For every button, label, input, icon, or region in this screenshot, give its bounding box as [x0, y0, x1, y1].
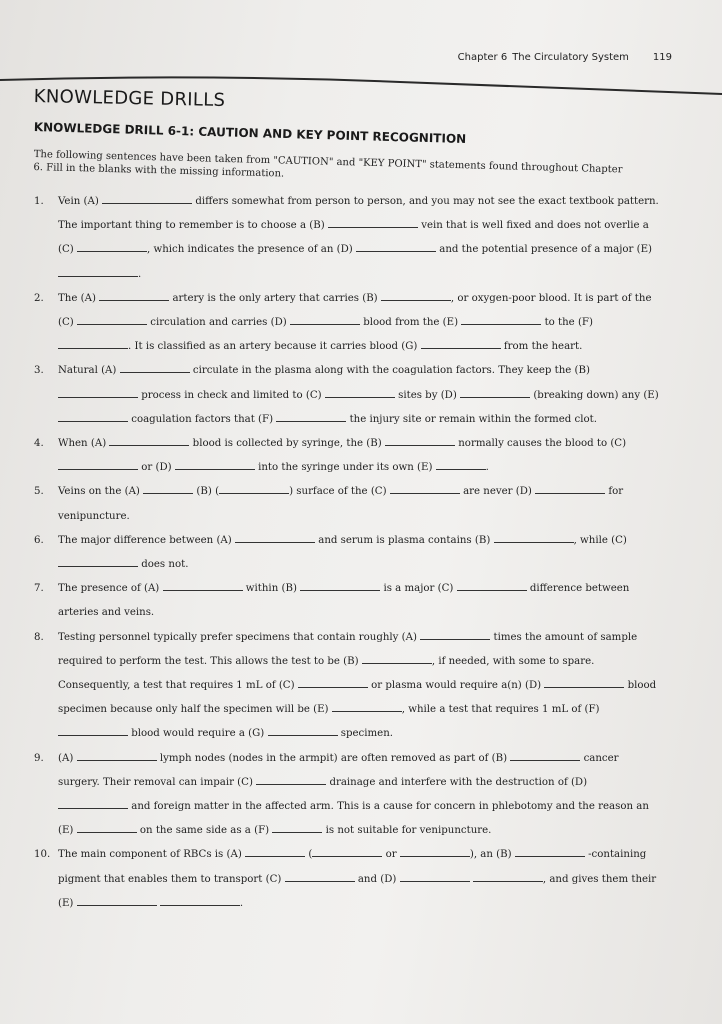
answer-blank[interactable]: [332, 699, 402, 712]
drill-title: KNOWLEDGE DRILL 6-1: CAUTION AND KEY POINT RECOGNITION: [33, 120, 467, 147]
question-1: 1. Vein (A) differs somewhat from person to person, and you may not see the exact textbook pattern. The important thing to remember is to choose a (B) vein that is well fixed and does not overlie a (C) , which indicates the presence of an (D) and the potential presence of a major (E) .: [34, 190, 660, 287]
answer-blank[interactable]: [276, 409, 346, 422]
answer-blank[interactable]: [58, 796, 128, 809]
section-title: KNOWLEDGE DRILLS: [33, 86, 226, 112]
answer-blank[interactable]: [356, 239, 436, 252]
answer-blank[interactable]: [272, 820, 322, 833]
answer-blank[interactable]: [99, 288, 169, 301]
answer-blank[interactable]: [290, 312, 360, 325]
answer-blank[interactable]: [544, 675, 624, 688]
answer-blank[interactable]: [245, 844, 305, 857]
answer-blank[interactable]: [102, 191, 192, 204]
question-5: 5. Veins on the (A) (B) ( ) surface of the (C) are never (D) for venipuncture.: [34, 480, 660, 528]
question-10: 10. The main component of RBCs is (A) ( or ), an (B) -containing pigment that enables them to transport (C) and (D) , and gives them their (E) .: [34, 843, 660, 916]
answer-blank[interactable]: [535, 481, 605, 494]
answer-blank[interactable]: [58, 336, 128, 349]
answer-blank[interactable]: [256, 772, 326, 785]
answer-blank[interactable]: [77, 820, 137, 833]
answer-blank[interactable]: [325, 385, 395, 398]
answer-blank[interactable]: [77, 748, 157, 761]
answer-blank[interactable]: [175, 457, 255, 470]
answer-blank[interactable]: [400, 844, 470, 857]
question-4: 4. When (A) blood is collected by syringe, the (B) normally causes the blood to (C) or (D) into the syringe under its own (E) .: [34, 432, 660, 480]
drill-instructions: The following sentences have been taken from "CAUTION" and "KEY POINT" statements found throughout Chapter 6. Fill in the blanks with the missing information.: [33, 148, 623, 180]
answer-blank[interactable]: [235, 530, 315, 543]
answer-blank[interactable]: [457, 578, 527, 591]
answer-blank[interactable]: [300, 578, 380, 591]
answer-blank[interactable]: [58, 409, 128, 422]
answer-blank[interactable]: [381, 288, 451, 301]
answer-blank[interactable]: [328, 215, 418, 228]
answer-blank[interactable]: [160, 893, 240, 906]
chapter-label: Chapter 6: [457, 52, 508, 63]
answer-blank[interactable]: [268, 723, 338, 736]
answer-blank[interactable]: [58, 457, 138, 470]
question-3: 3. Natural (A) circulate in the plasma along with the coagulation factors. They keep the (B) process in check and limited to (C) sites by (D) (breaking down) any (E) coagulation factors that (F) the injury site or remain within the formed clot.: [34, 359, 660, 432]
answer-blank[interactable]: [109, 433, 189, 446]
answer-blank[interactable]: [312, 844, 382, 857]
question-7: 7. The presence of (A) within (B) is a major (C) difference between arteries and veins.: [34, 577, 660, 625]
answer-blank[interactable]: [421, 336, 501, 349]
question-2: 2. The (A) artery is the only artery that carries (B) , or oxygen-poor blood. It is part of the (C) circulation and carries (D) blood from the (E) to the (F) . It is classified as an artery because it carries blood (G) from the heart.: [34, 287, 660, 360]
page-number: 119: [652, 52, 672, 63]
answer-blank[interactable]: [473, 869, 543, 882]
answer-blank[interactable]: [58, 723, 128, 736]
answer-blank[interactable]: [58, 264, 138, 277]
answer-blank[interactable]: [143, 481, 193, 494]
answer-blank[interactable]: [58, 385, 138, 398]
answer-blank[interactable]: [494, 530, 574, 543]
answer-blank[interactable]: [436, 457, 486, 470]
answer-blank[interactable]: [460, 385, 530, 398]
answer-blank[interactable]: [400, 869, 470, 882]
answer-blank[interactable]: [362, 651, 432, 664]
question-list: [34, 190, 660, 916]
question-6: 6. The major difference between (A) and serum is plasma contains (B) , while (C) does not.: [34, 529, 660, 577]
answer-blank[interactable]: [77, 893, 157, 906]
answer-blank[interactable]: [77, 239, 147, 252]
answer-blank[interactable]: [390, 481, 460, 494]
question-8: 8. Testing personnel typically prefer specimens that contain roughly (A) times the amount of sample required to perform the test. This allows the test to be (B) , if needed, with some to spare. Consequently, a test that requires 1 mL of (C) or plasma would require a(n) (D) blood specimen because only half the specimen will be (E) , while a test that requires 1 mL of (F) blood would require a (G) specimen.: [34, 626, 660, 747]
answer-blank[interactable]: [58, 554, 138, 567]
answer-blank[interactable]: [285, 869, 355, 882]
answer-blank[interactable]: [77, 312, 147, 325]
running-header: [458, 52, 672, 63]
answer-blank[interactable]: [163, 578, 243, 591]
question-9: 9. (A) lymph nodes (nodes in the armpit) are often removed as part of (B) cancer surgery. Their removal can impair (C) drainage and interfere with the destruction of (D) and foreign matter in the affected arm. This is a cause for concern in phlebotomy and the reason an (E) on the same side as a (F) is not suitable for venipuncture.: [34, 747, 660, 844]
answer-blank[interactable]: [219, 481, 289, 494]
answer-blank[interactable]: [461, 312, 541, 325]
answer-blank[interactable]: [120, 360, 190, 373]
answer-blank[interactable]: [298, 675, 368, 688]
answer-blank[interactable]: [515, 844, 585, 857]
answer-blank[interactable]: [510, 748, 580, 761]
chapter-title: The Circulatory System: [512, 52, 629, 63]
answer-blank[interactable]: [420, 627, 490, 640]
answer-blank[interactable]: [385, 433, 455, 446]
